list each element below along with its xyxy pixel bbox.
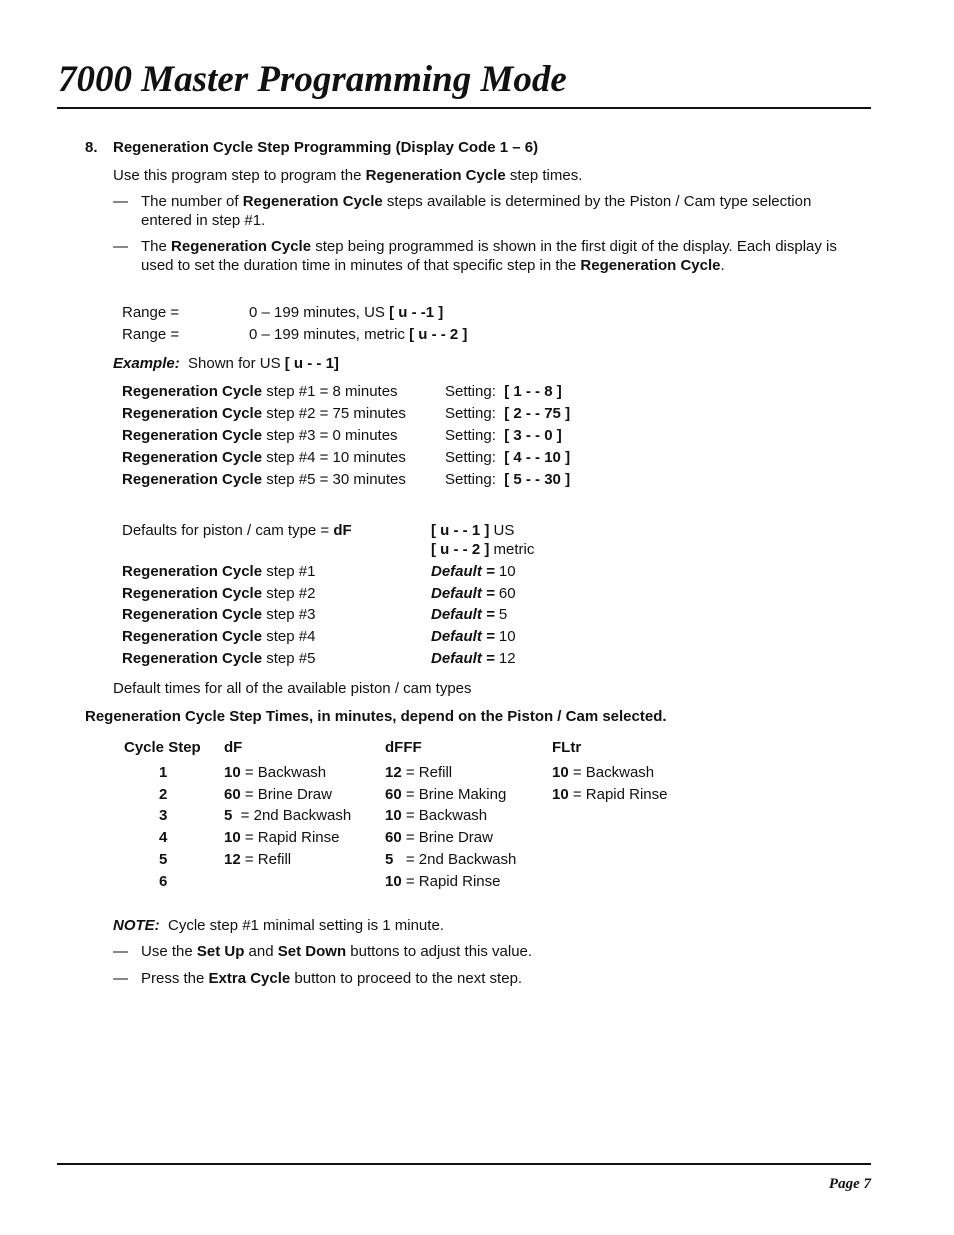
table-step: 2 [159, 786, 168, 803]
table-step: 3 [159, 807, 168, 824]
example-line: Example: Shown for US [ u - - 1] [113, 355, 339, 372]
default-row: Regeneration Cycle step #2 [122, 585, 316, 602]
default-value: Default = 10 [431, 628, 516, 645]
example-row: Regeneration Cycle step #5 = 30 minutes [122, 471, 406, 488]
example-row: Regeneration Cycle step #3 = 0 minutes [122, 427, 398, 444]
range-value: 0 – 199 minutes, metric [ u - - 2 ] [249, 326, 468, 343]
table-cell-fltr: 10 = Backwash [552, 764, 655, 781]
bullet-1-line-1: The number of Regeneration Cycle steps available is determined by the Piston / Cam type selection [141, 193, 812, 210]
table-cell-df: 10 = Rapid Rinse [224, 829, 340, 846]
table-heading: Regeneration Cycle Step Times, in minutes, depend on the Piston / Cam selected. [85, 708, 667, 725]
default-times-note: Default times for all of the available piston / cam types [113, 680, 472, 697]
dash-bullet: — [113, 193, 128, 210]
range-label: Range = [122, 326, 180, 343]
table-header-df: dF [224, 739, 243, 756]
example-row: Regeneration Cycle step #1 = 8 minutes [122, 383, 398, 400]
table-header-fltr: FLtr [552, 739, 582, 756]
section-number: 8. [85, 139, 98, 156]
table-cell-df: 60 = Brine Draw [224, 786, 332, 803]
example-row: Regeneration Cycle step #4 = 10 minutes [122, 449, 406, 466]
table-step: 1 [159, 764, 168, 781]
default-value: Default = 10 [431, 563, 516, 580]
bullet-1-line-2: entered in step #1. [141, 212, 266, 229]
table-cell-df: 12 = Refill [224, 851, 292, 868]
example-setting: Setting: [ 2 - - 75 ] [445, 405, 571, 422]
table-step: 6 [159, 873, 168, 890]
example-setting: Setting: [ 3 - - 0 ] [445, 427, 562, 444]
dash-bullet: — [113, 943, 128, 960]
table-cell-dfff: 10 = Backwash [385, 807, 488, 824]
table-header-dfff: dFFF [385, 739, 422, 756]
example-row: Regeneration Cycle step #2 = 75 minutes [122, 405, 406, 422]
table-cell-df: 5 = 2nd Backwash [224, 807, 352, 824]
default-row: Regeneration Cycle step #1 [122, 563, 316, 580]
page-number: Page 7 [828, 1176, 871, 1192]
table-cell-fltr: 10 = Rapid Rinse [552, 786, 668, 803]
table-step: 5 [159, 851, 168, 868]
defaults-us: [ u - - 1 ] US [431, 522, 515, 539]
default-value: Default = 5 [431, 606, 508, 623]
note-line: NOTE: Cycle step #1 minimal setting is 1 minute. [113, 917, 444, 934]
default-row: Regeneration Cycle step #3 [122, 606, 316, 623]
table-cell-dfff: 60 = Brine Making [385, 786, 507, 803]
note-bullet-2: Press the Extra Cycle button to proceed to the next step. [141, 970, 523, 987]
table-cell-dfff: 5 = 2nd Backwash [385, 851, 517, 868]
example-setting: Setting: [ 1 - - 8 ] [445, 383, 562, 400]
default-value: Default = 60 [431, 585, 516, 602]
intro-text: Use this program step to program the Regeneration Cycle step times. [113, 167, 583, 184]
table-step: 4 [159, 829, 168, 846]
note-bullet-1: Use the Set Up and Set Down buttons to adjust this value. [141, 943, 533, 960]
default-row: Regeneration Cycle step #4 [122, 628, 316, 645]
bullet-2-line-1: The Regeneration Cycle step being programmed is shown in the first digit of the display. Each display is [141, 238, 837, 255]
defaults-label: Defaults for piston / cam type = dF [122, 522, 352, 539]
table-header-cycle-step: Cycle Step [124, 739, 201, 756]
range-label: Range = [122, 304, 180, 321]
table-cell-dfff: 10 = Rapid Rinse [385, 873, 501, 890]
bullet-2-line-2: used to set the duration time in minutes of that specific step in the Regeneration Cycle. [141, 257, 725, 274]
table-cell-dfff: 12 = Refill [385, 764, 453, 781]
dash-bullet: — [113, 238, 128, 255]
page-title: 7000 Master Programming Mode [58, 59, 567, 100]
dash-bullet: — [113, 970, 128, 987]
default-row: Regeneration Cycle step #5 [122, 650, 316, 667]
section-heading: Regeneration Cycle Step Programming (Display Code 1 – 6) [113, 139, 539, 156]
header-rule [57, 107, 871, 109]
range-value: 0 – 199 minutes, US [ u - -1 ] [249, 304, 444, 321]
default-value: Default = 12 [431, 650, 516, 667]
footer-rule [57, 1163, 871, 1165]
example-setting: Setting: [ 4 - - 10 ] [445, 449, 571, 466]
table-cell-df: 10 = Backwash [224, 764, 327, 781]
example-setting: Setting: [ 5 - - 30 ] [445, 471, 571, 488]
table-cell-dfff: 60 = Brine Draw [385, 829, 493, 846]
defaults-metric: [ u - - 2 ] metric [431, 541, 535, 558]
